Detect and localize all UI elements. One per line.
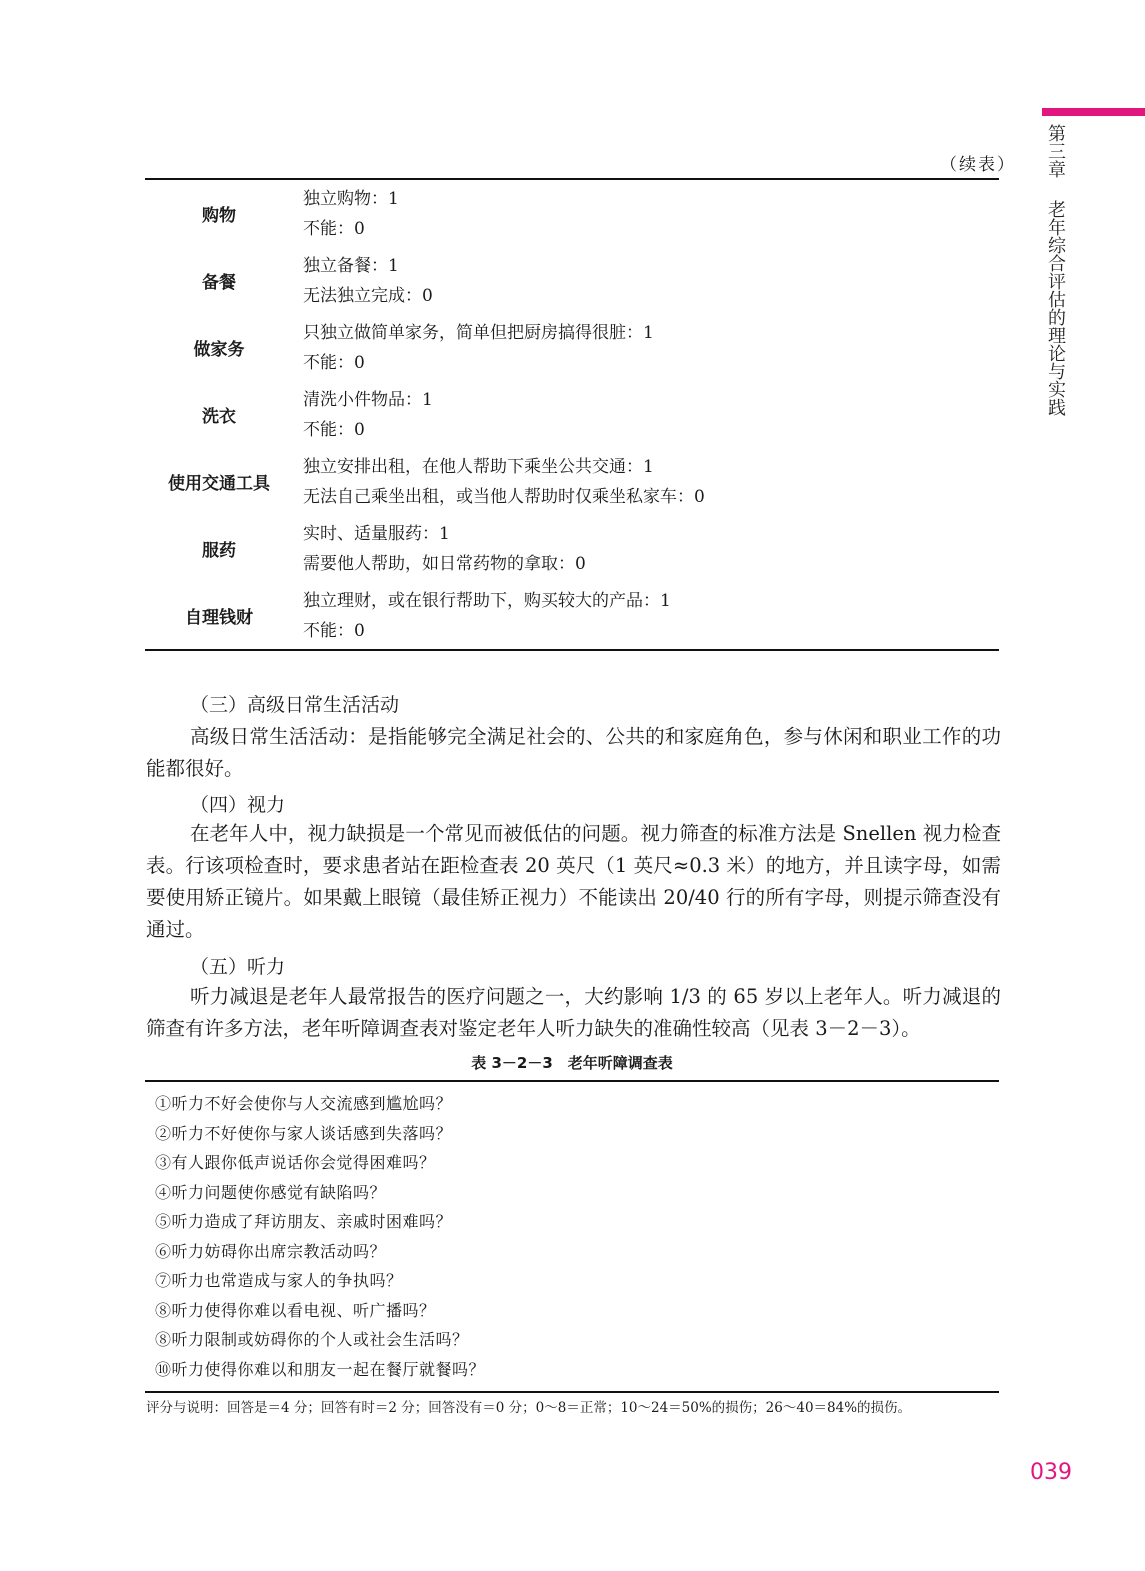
question-item: ①听力不好会使你与人交流感到尴尬吗？ [155,1094,453,1113]
table-row [145,381,999,448]
option-line: 实时、适量服药：1 [303,523,450,544]
option-line: 不能：0 [303,218,365,239]
section-5-heading: （五）听力 [190,956,286,978]
activity-name: 购物 [202,206,236,226]
activity-name: 自理钱财 [185,608,253,628]
activity-options [293,179,999,247]
option-line: 不能：0 [303,620,365,641]
option-line: 无法自己乘坐出租，或当他人帮助时仅乘坐私家车：0 [303,486,705,507]
page-number: 039 [1030,1460,1072,1485]
section-3-paragraph: 高级日常生活活动：是指能够完全满足社会的、公共的和家庭角色，参与休闲和职业工作的功能都很好。 [146,725,1001,780]
chapter-side-label [1036,124,1066,416]
question-item: ⑦听力也常造成与家人的争执吗？ [155,1271,403,1290]
question-item: ⑥听力妨碍你出席宗教活动吗？ [155,1241,387,1261]
section-5-paragraph: 听力减退是老年人最常报告的医疗问题之一，大约影响 1/3 的 65 岁以上老年人。听力减退的筛查有许多方法，老年听障调查表对鉴定老年人听力缺失的准确性较高（见表 3－2－3）。 [146,985,1001,1040]
section-4-paragraph: 在老年人中，视力缺损是一个常见而被低估的问题。视力筛查的标准方法是 Snellen 视力检查表。行该项检查时，要求患者站在距检查表 20 英尺（1 英尺≈0.3 米）的地方，并且读字母，如需要使用矫正镜片。如果戴上眼镜（最佳矫正视力）不能读出 20/40 行的所有字母，则提示筛查没有通过。 [146,822,1001,941]
activity-name: 服药 [202,541,236,561]
activity-options [293,448,999,515]
activity-options [293,247,999,314]
chapter-title: 老年综合评估的理论与实践 [1045,200,1066,416]
option-line: 独立购物：1 [303,188,399,209]
table-row [145,448,999,515]
option-line: 独立安排出租，在他人帮助下乘坐公共交通：1 [303,456,654,477]
option-line: 只独立做简单家务，简单但把厨房搞得很脏：1 [303,322,654,343]
question-item: ⑩听力使得你难以和朋友一起在餐厅就餐吗？ [155,1359,486,1379]
question-item: ②听力不好使你与家人谈话感到失落吗？ [155,1123,453,1143]
scoring-note: 评分与说明：回答是＝4 分；回答有时＝2 分；回答没有＝0 分；0～8＝正常；10～24＝50%的损伤；26～40＝84%的损伤。 [146,1400,912,1416]
table-row [145,515,999,582]
activity-options [293,515,999,582]
chapter-number: 第三章 [1045,124,1066,178]
question-item: ⑧听力使得你难以看电视、听广播吗？ [155,1300,436,1320]
question-item: ⑤听力造成了拜访朋友、亲戚时困难吗？ [155,1212,453,1231]
activity-name: 使用交通工具 [168,474,270,494]
option-line: 无法独立完成：0 [303,285,433,306]
question-item: ⑧听力限制或妨碍你的个人或社会生活吗？ [155,1330,469,1349]
table-row [145,314,999,381]
option-line: 不能：0 [303,352,365,373]
activity-name: 备餐 [202,273,236,293]
option-line: 不能：0 [303,419,365,440]
option-line: 需要他人帮助，如日常药物的拿取：0 [303,553,586,574]
hearing-questionnaire-table [145,1080,999,1393]
question-item: ③有人跟你低声说话你会觉得困难吗？ [155,1153,436,1172]
section-4-heading: （四）视力 [190,794,286,816]
table-caption: 表 3－2－3 老年听障调查表 [471,1054,673,1072]
section-3-heading: （三）高级日常生活活动 [190,694,400,716]
table-row [145,582,999,650]
option-line: 清洗小件物品：1 [303,389,433,410]
table-row [145,179,999,247]
option-line: 独立备餐：1 [303,255,399,276]
activity-options [293,582,999,650]
iadl-table [145,178,999,651]
chapter-accent-bar [1042,108,1145,116]
continued-label: （续表） [940,155,1016,175]
activity-name: 洗衣 [202,407,236,427]
activity-name: 做家务 [193,340,245,360]
table-row [145,247,999,314]
question-item: ④听力问题使你感觉有缺陷吗？ [155,1182,387,1202]
option-line: 独立理财，或在银行帮助下，购买较大的产品：1 [303,590,671,611]
activity-options [293,314,999,381]
activity-options [293,381,999,448]
